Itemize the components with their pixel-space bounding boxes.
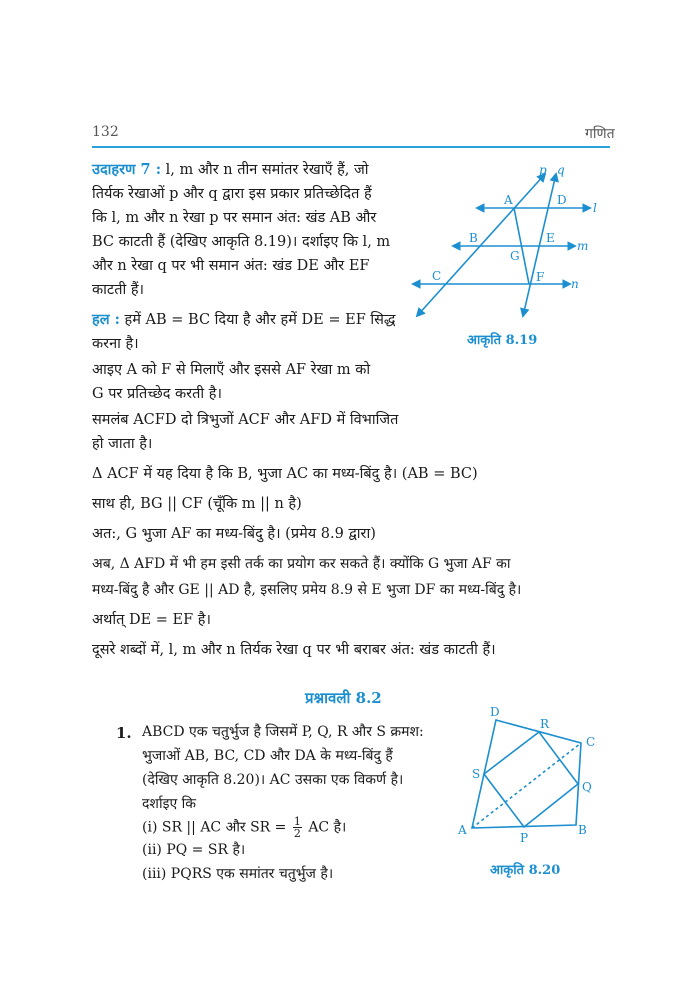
example-line-6: काटती हैं।	[92, 282, 145, 298]
q1-line-1: ABCD एक चतुर्भुज है जिसमें P, Q, R और S क्रमश:	[142, 724, 424, 740]
example-text-1: l, m और n तीन समांतर रेखाएँ हैं, जो	[161, 162, 369, 178]
question-number: 1.	[116, 724, 132, 742]
label-A: A	[504, 193, 513, 207]
label-A: A	[458, 823, 467, 837]
example-line-2: तिर्यक रेखाओं p और q द्वारा इस प्रकार प्रतिच्छेदित हैं	[92, 186, 372, 202]
example-line-3: कि l, m और n रेखा p पर समान अंत: खंड AB और	[92, 210, 377, 226]
line-q	[523, 174, 556, 316]
label-E: E	[546, 231, 555, 245]
q1-line-2: भुजाओं AB, BC, CD और DA के मध्य-बिंदु हैं	[142, 748, 393, 764]
exercise-title: प्रश्नावली 8.2	[305, 689, 382, 707]
fraction-denominator: 2	[293, 827, 301, 840]
example-line-5: और n रेखा q पर भी समान अंत: खंड DE और EF	[92, 258, 370, 274]
header-rule	[92, 146, 610, 148]
label-B: B	[469, 231, 478, 245]
q1-part-i-prefix: (i) SR || AC और SR =	[142, 819, 287, 836]
label-C: C	[432, 269, 442, 283]
label-C: C	[586, 735, 596, 749]
label-D: D	[557, 193, 567, 207]
q1-part-iii: (iii) PQRS एक समांतर चतुर्भुज है।	[142, 866, 334, 882]
q1-line-4: दर्शाइए कि	[142, 796, 197, 812]
solution-line-1	[92, 310, 396, 330]
figure-8-20	[450, 700, 610, 850]
solution-line-6: हो जाता है।	[92, 436, 153, 452]
q1-part-i	[142, 816, 346, 839]
example-line-4: BC काटती हैं (देखिए आकृति 8.19)। दर्शाइए कि l, m	[92, 234, 391, 250]
label-R: R	[540, 717, 550, 731]
q1-part-i-suffix: AC है।	[308, 819, 347, 836]
line-p	[417, 174, 545, 316]
solution-line-9: अत:, G भुजा AF का मध्य-बिंदु है। (प्रमेय 8.9 द्वारा)	[92, 526, 376, 542]
label-G: G	[510, 249, 520, 263]
solution-line-3: आइए A को F से मिलाएँ और इससे AF रेखा m को	[92, 362, 371, 378]
solution-line-2: करना है।	[92, 336, 139, 352]
figure-8-20-caption: आकृति 8.20	[490, 863, 561, 878]
page-number: 132	[92, 124, 119, 140]
solution-line-11: मध्य-बिंदु है और GE || AD है, इसलिए प्रमेय 8.9 से E भुजा DF का मध्य-बिंदु है।	[92, 582, 522, 598]
solution-label: हल :	[92, 311, 120, 328]
label-l: l	[593, 201, 597, 215]
example-label: उदाहरण 7 :	[92, 161, 162, 178]
quadrilateral-abcd	[472, 720, 581, 828]
solution-line-12: अर्थात् DE = EF है।	[92, 612, 212, 628]
label-S: S	[472, 767, 481, 781]
solution-line-8: साथ ही, BG || CF (चूँकि m || n है)	[92, 496, 302, 512]
solution-line-5: समलंब ACFD दो त्रिभुजों ACF और AFD में विभाजित	[92, 412, 399, 428]
label-F: F	[536, 270, 545, 284]
q1-line-3: (देखिए आकृति 8.20)। AC उसका एक विकर्ण है।	[142, 772, 404, 788]
example-line-1	[92, 160, 369, 180]
label-p: p	[539, 163, 547, 177]
solution-line-4: G पर प्रतिच्छेद करती है।	[92, 386, 222, 402]
fraction-numerator: 1	[293, 815, 301, 828]
fraction-one-half	[293, 816, 302, 839]
label-m: m	[577, 239, 589, 253]
quadrilateral-pqrs	[484, 732, 578, 827]
solution-line-13: दूसरे शब्दों में, l, m और n तिर्यक रेखा q पर भी बराबर अंत: खंड काटती हैं।	[92, 642, 496, 658]
solution-line-7: Δ ACF में यह दिया है कि B, भुजा AC का मध्य-बिंदु है। (AB = BC)	[92, 466, 478, 482]
label-Q: Q	[582, 780, 592, 794]
figure-8-19	[405, 160, 605, 320]
chapter-title: गणित	[585, 126, 615, 142]
label-P: P	[520, 831, 529, 845]
figure-8-19-caption: आकृति 8.19	[467, 333, 538, 348]
q1-part-ii: (ii) PQ = SR है।	[142, 842, 246, 858]
solution-text-1: हमें AB = BC दिया है और हमें DE = EF सिद्ध	[119, 312, 396, 328]
label-B: B	[578, 823, 587, 837]
label-n: n	[571, 277, 579, 291]
label-q: q	[557, 163, 565, 177]
solution-line-10: अब, Δ AFD में भी हम इसी तर्क का प्रयोग कर सकते हैं। क्योंकि G भुजा AF का	[92, 556, 511, 572]
label-D: D	[490, 705, 500, 719]
